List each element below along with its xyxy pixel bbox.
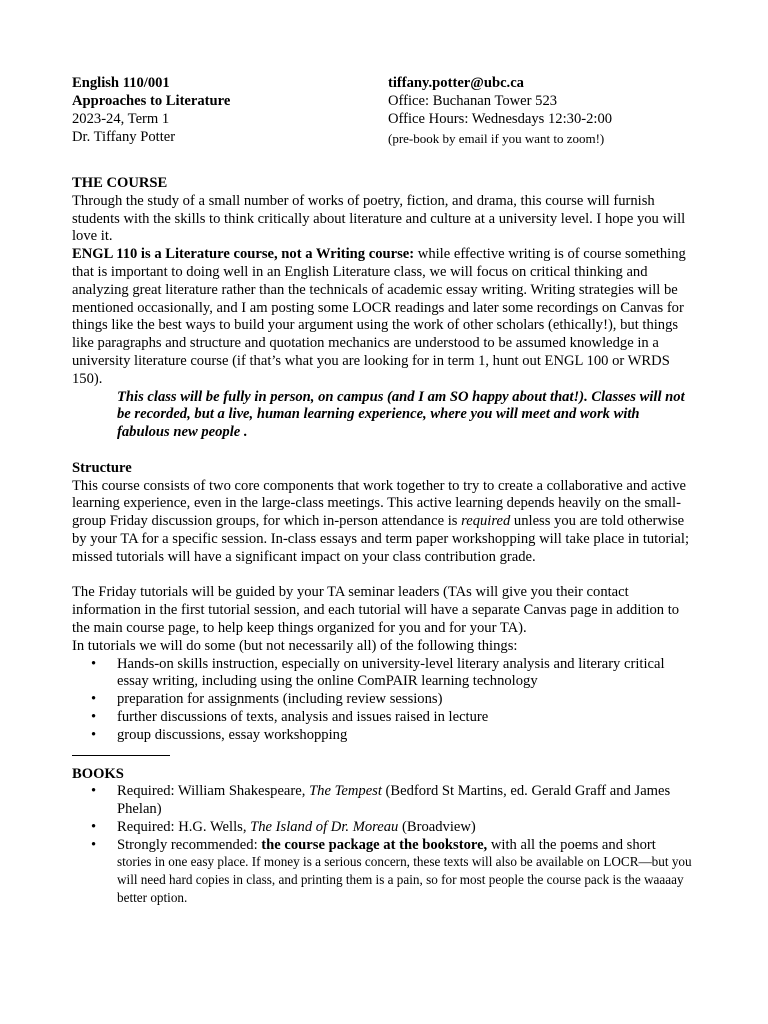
bullet-icon: • <box>91 691 97 708</box>
section-divider <box>72 755 170 756</box>
structure-heading: Structure <box>72 459 132 476</box>
bullet-icon: • <box>91 726 97 743</box>
list-item: • Required: William Shakespeare, The Tempest (Bedford St Martins, ed. Gerald Graff and James Phelan) <box>91 783 671 818</box>
prebook-note: (pre-book by email if you want to zoom!) <box>388 131 605 146</box>
books-list <box>72 783 694 908</box>
bullet-icon: • <box>91 836 97 853</box>
list-item: • Hands-on skills instruction, especially on university-level literary analysis and literary critical essay writing, including using the online ComPAIR learning technology <box>91 655 665 690</box>
office-hours: Office Hours: Wednesdays 12:30-2:00 <box>388 111 613 127</box>
course-term: 2023-24, Term 1 <box>72 111 170 127</box>
bullet-icon: • <box>91 783 97 800</box>
structure-paragraph-3: In tutorials we will do some (but not necessarily all) of the following things: <box>72 637 518 654</box>
course-package-emphasis: the course package at the bookstore, <box>261 836 488 853</box>
instructor-email-link[interactable]: tiffany.potter@ubc.ca <box>388 75 524 91</box>
course-title: Approaches to Literature <box>72 93 231 109</box>
instructor-name: Dr. Tiffany Potter <box>72 129 176 145</box>
course-code: English 110/001 <box>72 75 170 91</box>
literature-course-paragraph <box>72 246 694 388</box>
book-title: The Island of Dr. Moreau <box>250 818 399 835</box>
bullet-icon: • <box>91 818 97 835</box>
literature-course-text: while effective writing is of course something that is important to doing well in an English Literature class, we will focus on critical thinking and analyzing great literature rather than the technicals of academic essay writing. Writing strategies will be mentioned occasionally, and I am posting some LOCR readings and later some recordings on Canvas for things like the best ways to build your argument using the work of other scholars (ethically!), but things like paragraphs and structure and quotation mechanics are understood to be assumed knowledge in a university literature course (if that’s what you are looking for in term 1, hunt out ENGL 100 or WRDS 150). <box>72 246 686 387</box>
literature-course-lead: ENGL 110 is a Literature course, not a Writing course: <box>72 246 415 263</box>
course-intro: Through the study of a small number of works of poetry, fiction, and drama, this course will furnish students with the skills to think critically about literature and culture at a university level. I hope you will love it. <box>72 192 686 245</box>
tutorial-activities-list <box>72 656 694 745</box>
list-item: • further discussions of texts, analysis and issues raised in lecture <box>91 708 489 725</box>
structure-paragraph-2: The Friday tutorials will be guided by your TA seminar leaders (TAs will give you their contact information in the first tutorial session, and each tutorial will have a separate Canvas page in addition to the main course page, to help keep things organized for you and for your TA). <box>72 584 680 636</box>
required-emphasis: required <box>461 513 511 530</box>
structure-paragraph-1: This course consists of two core components that work together to try to create a collaborative and active learning experience, even in the large-class meetings. This active learning depends heavily on the small-group Friday discussion groups, for which in-person attendance is required unless you are told otherwise by your TA for a specific session. In-class essays and term paper workshopping will take place in tutorial; missed tutorials will have a significant impact on your class contribution grade. <box>72 477 690 565</box>
syllabus-body <box>72 175 694 908</box>
book-title: The Tempest <box>309 783 382 800</box>
list-item: • group discussions, essay workshopping <box>91 726 348 743</box>
in-person-note: This class will be fully in person, on campus (and I am SO happy about that!). Classes will not be recorded, but a live, human learning experience, where you will meet and work with fabulous new people . <box>117 388 685 441</box>
books-heading: BOOKS <box>72 765 124 782</box>
list-item: • Required: H.G. Wells, The Island of Dr. Moreau (Broadview) <box>91 818 476 835</box>
bullet-icon: • <box>91 655 97 672</box>
course-package-note: stories in one easy place. If money is a serious concern, these texts will also be available on LOCR—but you will need hard copies in class, and printing them is a pain, so for most people the course pack is the waaaay better option. <box>117 854 692 906</box>
list-item: • preparation for assignments (including review sessions) <box>91 691 443 708</box>
bullet-icon: • <box>91 708 97 725</box>
list-item: • Strongly recommended: the course package at the bookstore, with all the poems and short stories in one easy place. If money is a serious concern, these texts will also be available on LOCR—but you will need hard copies in class, and printing them is a pain, so for most people the course pack is the waaaay better option. <box>91 836 692 906</box>
office-location: Office: Buchanan Tower 523 <box>388 93 558 109</box>
course-heading: THE COURSE <box>72 175 168 191</box>
